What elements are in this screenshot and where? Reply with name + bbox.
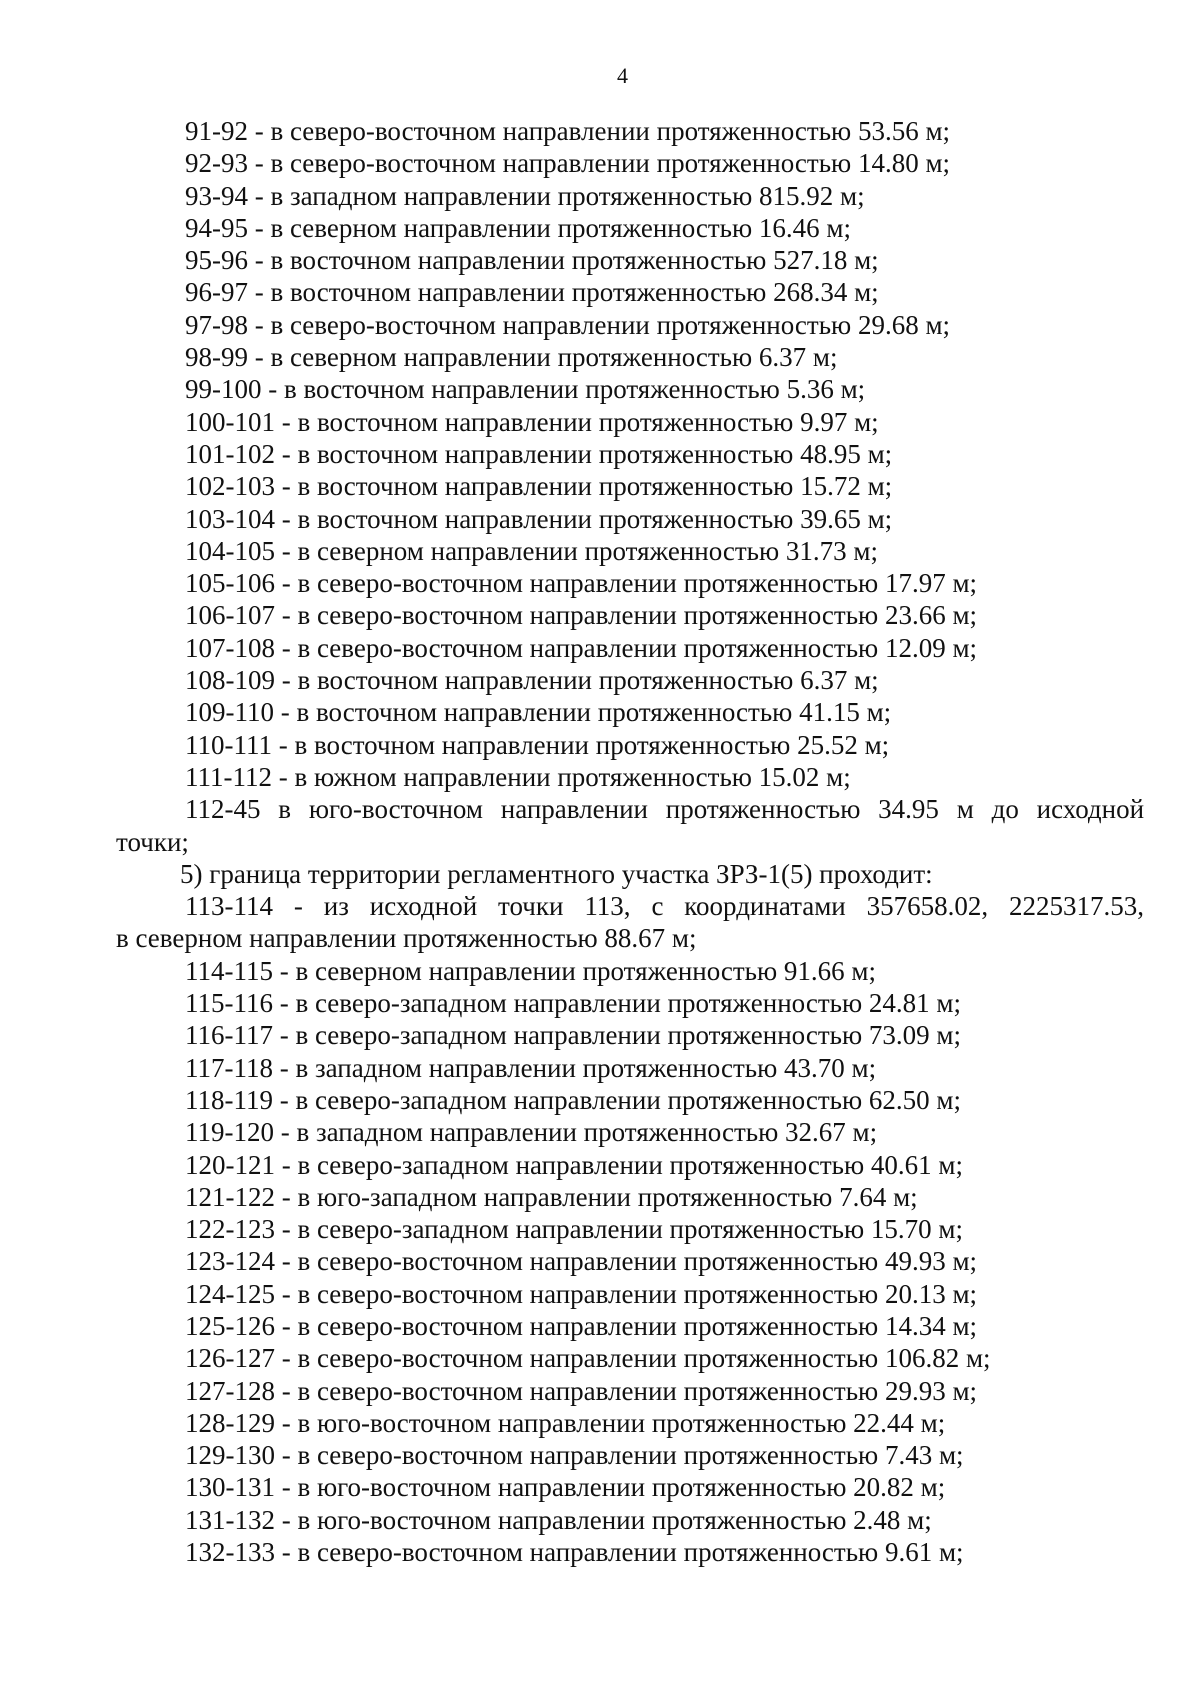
line-word: 34.95 (878, 794, 939, 825)
boundary-segment-line: 124-125 - в северо-восточном направлении протяженностью 20.13 м; (185, 1278, 978, 1309)
line-word: м (956, 794, 974, 825)
boundary-segment-line: 106-107 - в северо-восточном направлении протяженностью 23.66 м; (185, 600, 978, 631)
section-5-first-item-line (116, 890, 1144, 922)
document-body (116, 115, 1144, 1568)
section-5-first-item-continuation: в северном направлении протяженностью 88.67 м; (116, 923, 697, 954)
line-word: 357658.02, (866, 891, 989, 922)
boundary-segment-line: 126-127 - в северо-восточном направлении протяженностью 106.82 м; (185, 1343, 991, 1374)
section-5-heading: 5) граница территории регламентного участка ЗРЗ-1(5) проходит: (180, 858, 933, 889)
boundary-segment-line: 103-104 - в восточном направлении протяженностью 39.65 м; (185, 503, 893, 534)
boundary-segment-line: 99-100 - в восточном направлении протяженностью 5.36 м; (185, 374, 866, 405)
boundary-segment-line: 108-109 - в восточном направлении протяженностью 6.37 м; (185, 665, 879, 696)
boundary-segment-line: 93-94 - в западном направлении протяженностью 815.92 м; (185, 180, 865, 211)
boundary-segment-line: 105-106 - в северо-восточном направлении протяженностью 17.97 м; (185, 568, 978, 599)
boundary-segment-line: 122-123 - в северо-западном направлении протяженностью 15.70 м; (185, 1214, 963, 1245)
boundary-segment-line: 111-112 - в южном направлении протяженностью 15.02 м; (185, 761, 851, 792)
line-word: до (991, 794, 1019, 825)
line-word: 2225317.53, (1009, 891, 1145, 922)
boundary-segment-line: 131-132 - в юго-восточном направлении протяженностью 2.48 м; (185, 1504, 932, 1535)
boundary-segment-line: 129-130 - в северо-восточном направлении протяженностью 7.43 м; (185, 1440, 964, 1471)
line-word: 112-45 (185, 794, 261, 825)
boundary-segment-line: 97-98 - в северо-восточном направлении протяженностью 29.68 м; (185, 309, 951, 340)
line-word: точки (498, 891, 564, 922)
line-word: юго-восточном (308, 794, 483, 825)
section-4-last-item-continuation: точки; (116, 826, 189, 857)
section-4-boundary-list (116, 115, 1144, 793)
boundary-segment-line: 91-92 - в северо-восточном направлении протяженностью 53.56 м; (185, 116, 951, 146)
boundary-segment-line: 132-133 - в северо-восточном направлении протяженностью 9.61 м; (185, 1537, 964, 1568)
boundary-segment-line: 115-116 - в северо-западном направлении протяженностью 24.81 м; (185, 988, 961, 1019)
line-word: протяженностью (665, 794, 861, 825)
section-4-last-item-line (116, 793, 1144, 825)
boundary-segment-line: 119-120 - в западном направлении протяженностью 32.67 м; (185, 1117, 878, 1148)
boundary-segment-line: 125-126 - в северо-восточном направлении протяженностью 14.34 м; (185, 1310, 978, 1341)
boundary-segment-line: 100-101 - в восточном направлении протяженностью 9.97 м; (185, 406, 879, 437)
boundary-segment-line: 127-128 - в северо-восточном направлении протяженностью 29.93 м; (185, 1375, 978, 1406)
line-word: с (651, 891, 664, 922)
boundary-segment-line: 95-96 - в восточном направлении протяженностью 527.18 м; (185, 245, 879, 276)
line-word: координатами (684, 891, 846, 922)
boundary-segment-line: 116-117 - в северо-западном направлении протяженностью 73.09 м; (185, 1020, 961, 1051)
boundary-segment-line: 118-119 - в северо-западном направлении протяженностью 62.50 м; (185, 1084, 961, 1115)
line-word: - (293, 891, 303, 922)
line-word: исходной (369, 891, 478, 922)
boundary-segment-line: 107-108 - в северо-восточном направлении протяженностью 12.09 м; (185, 632, 978, 663)
boundary-segment-line: 96-97 - в восточном направлении протяженностью 268.34 м; (185, 277, 879, 308)
boundary-segment-line: 94-95 - в северном направлении протяженностью 16.46 м; (185, 212, 851, 243)
boundary-segment-line: 120-121 - в северо-западном направлении протяженностью 40.61 м; (185, 1149, 963, 1180)
boundary-segment-line: 98-99 - в северном направлении протяженностью 6.37 м; (185, 342, 838, 373)
section-5-boundary-list (116, 955, 1144, 1569)
boundary-segment-line: 114-115 - в северном направлении протяженностью 91.66 м; (185, 955, 876, 986)
line-word: исходной (1036, 794, 1145, 825)
boundary-segment-line: 102-103 - в восточном направлении протяженностью 15.72 м; (185, 471, 893, 502)
line-word: направлении (500, 794, 648, 825)
line-word: в (278, 794, 292, 825)
page-number: 4 (617, 63, 628, 88)
boundary-segment-line: 121-122 - в юго-западном направлении протяженностью 7.64 м; (185, 1181, 918, 1212)
boundary-segment-line: 104-105 - в северном направлении протяженностью 31.73 м; (185, 535, 878, 566)
boundary-segment-line: 101-102 - в восточном направлении протяженностью 48.95 м; (185, 438, 893, 469)
line-word: 113-114 (185, 891, 273, 922)
line-word: 113, (584, 891, 631, 922)
line-word: из (323, 891, 349, 922)
boundary-segment-line: 130-131 - в юго-восточном направлении протяженностью 20.82 м; (185, 1472, 946, 1503)
boundary-segment-line: 110-111 - в восточном направлении протяженностью 25.52 м; (185, 729, 890, 760)
boundary-segment-line: 117-118 - в западном направлении протяженностью 43.70 м; (185, 1052, 877, 1083)
boundary-segment-line: 92-93 - в северо-восточном направлении протяженностью 14.80 м; (185, 148, 951, 179)
boundary-segment-line: 128-129 - в юго-восточном направлении протяженностью 22.44 м; (185, 1407, 946, 1438)
boundary-segment-line: 123-124 - в северо-восточном направлении протяженностью 49.93 м; (185, 1246, 978, 1277)
boundary-segment-line: 109-110 - в восточном направлении протяженностью 41.15 м; (185, 697, 892, 728)
